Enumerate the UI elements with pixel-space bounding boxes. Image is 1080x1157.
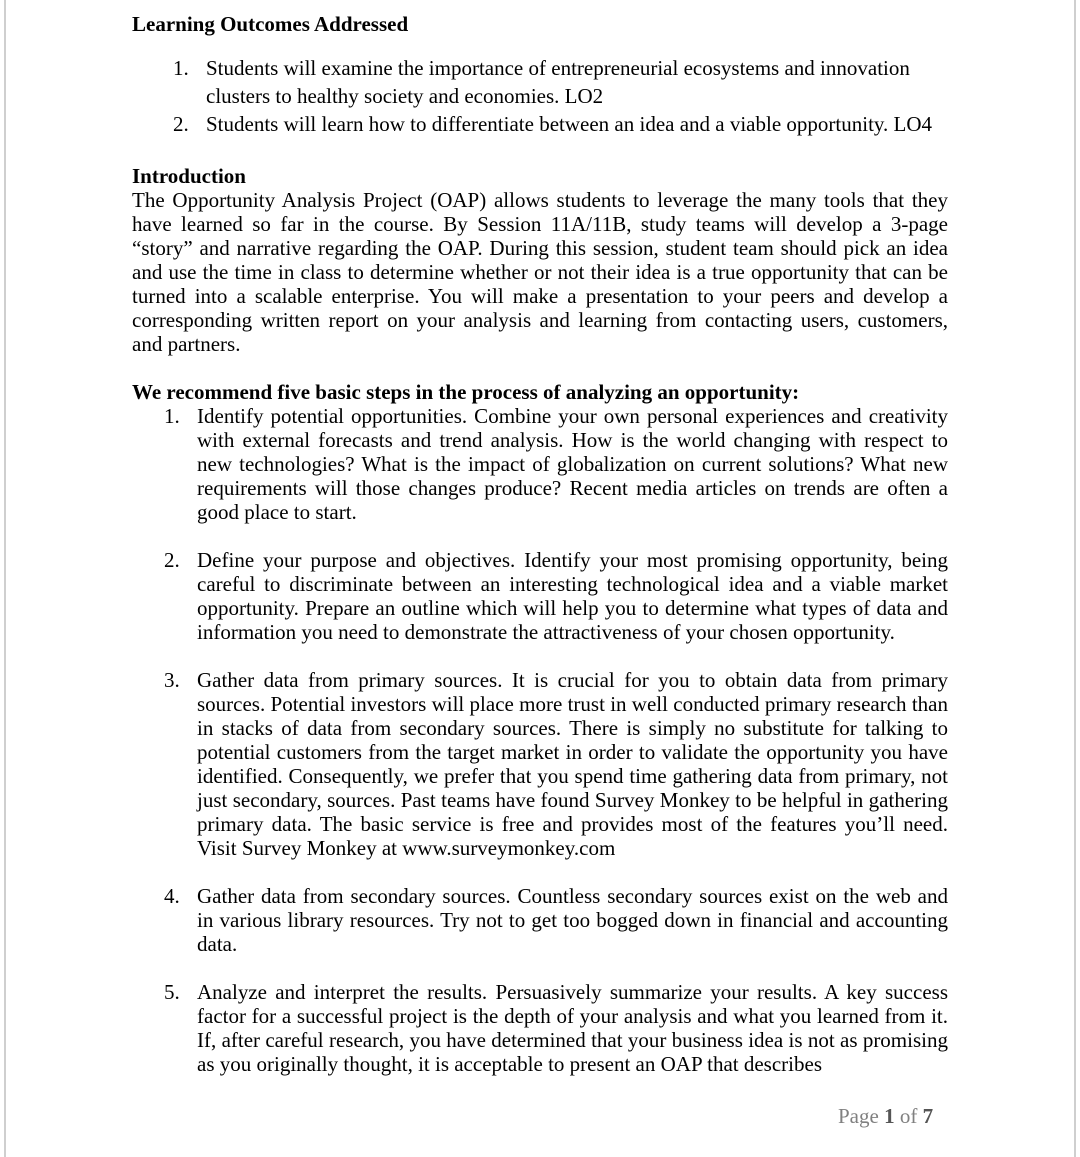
list-text: Students will examine the importance of entrepreneurial ecosystems and innovation clusters to healthy society and economies. LO2	[206, 56, 910, 108]
list-text: Gather data from primary sources. It is crucial for you to obtain data from primary sources. Potential investors will place more trust in well conducted primary research than in stacks of data from secondary sources. There is simply no substitute for talking to potential customers from the target market in order to validate the opportunity you have identified. Consequently, we prefer that you spend time gathering data from primary, not just secondary, sources. Past teams have found Survey Monkey to be helpful in gathering primary data. The basic service is free and provides most of the features you’ll need. Visit Survey Monkey at www.surveymonkey.com	[197, 668, 948, 860]
list-text: Analyze and interpret the results. Persuasively summarize your results. A key success factor for a successful project is the depth of your analysis and what you learned from it. If, after careful research, you have determined that your business idea is not as promising as you originally thought, it is acceptable to present an OAP that describes	[197, 980, 948, 1076]
steps-list	[132, 404, 948, 1076]
list-text: Students will learn how to differentiate between an idea and a viable opportunity. LO4	[206, 112, 933, 136]
introduction-heading: Introduction	[132, 164, 246, 188]
learning-outcomes-heading: Learning Outcomes Addressed	[132, 12, 409, 36]
steps-heading: We recommend five basic steps in the process of analyzing an opportunity:	[132, 380, 800, 404]
current-page-number: 1	[884, 1104, 895, 1128]
introduction-paragraph: The Opportunity Analysis Project (OAP) allows students to leverage the many tools that they have learned so far in the course. By Session 11A/11B, study teams will develop a 3-page “story” and narrative regarding the OAP. During this session, student team should pick an idea and use the time in class to determine whether or not their idea is a true opportunity that can be turned into a scalable enterprise. You will make a presentation to your peers and develop a corresponding written report on your analysis and learning from contacting users, customers, and partners.	[132, 188, 948, 356]
list-text: Define your purpose and objectives. Identify your most promising opportunity, being careful to discriminate between an interesting technological idea and a viable market opportunity. Prepare an outline which will help you to determine what types of data and information you need to demonstrate the attractiveness of your chosen opportunity.	[197, 548, 948, 644]
page-label: Page	[838, 1104, 879, 1128]
document-page	[132, 12, 948, 1076]
list-number: 4.	[164, 884, 180, 908]
list-item	[132, 980, 948, 1076]
page-number-footer	[838, 1104, 933, 1129]
total-pages-number: 7	[922, 1104, 934, 1128]
list-number: 1.	[173, 56, 189, 80]
list-number: 1.	[164, 404, 180, 428]
list-number: 2.	[164, 548, 180, 572]
list-number: 5.	[164, 980, 180, 1004]
list-text: Gather data from secondary sources. Countless secondary sources exist on the web and in various library resources. Try not to get too bogged down in financial and accounting data.	[197, 884, 948, 956]
page-border-left	[4, 0, 6, 1157]
list-item	[132, 110, 946, 138]
list-item	[132, 404, 948, 524]
list-number: 2.	[173, 112, 189, 136]
page-border-right	[1074, 0, 1076, 1157]
list-text: Identify potential opportunities. Combine your own personal experiences and creativity with external forecasts and trend analysis. How is the world changing with respect to new technologies? What is the impact of globalization on current solutions? What new requirements will those changes produce? Recent media articles on trends are often a good place to start.	[197, 404, 948, 524]
learning-outcomes-list	[132, 54, 948, 138]
list-item	[132, 548, 948, 644]
list-item	[132, 884, 948, 956]
list-item	[132, 668, 948, 860]
of-label: of	[899, 1104, 918, 1128]
list-item	[132, 54, 946, 110]
list-number: 3.	[164, 668, 180, 692]
